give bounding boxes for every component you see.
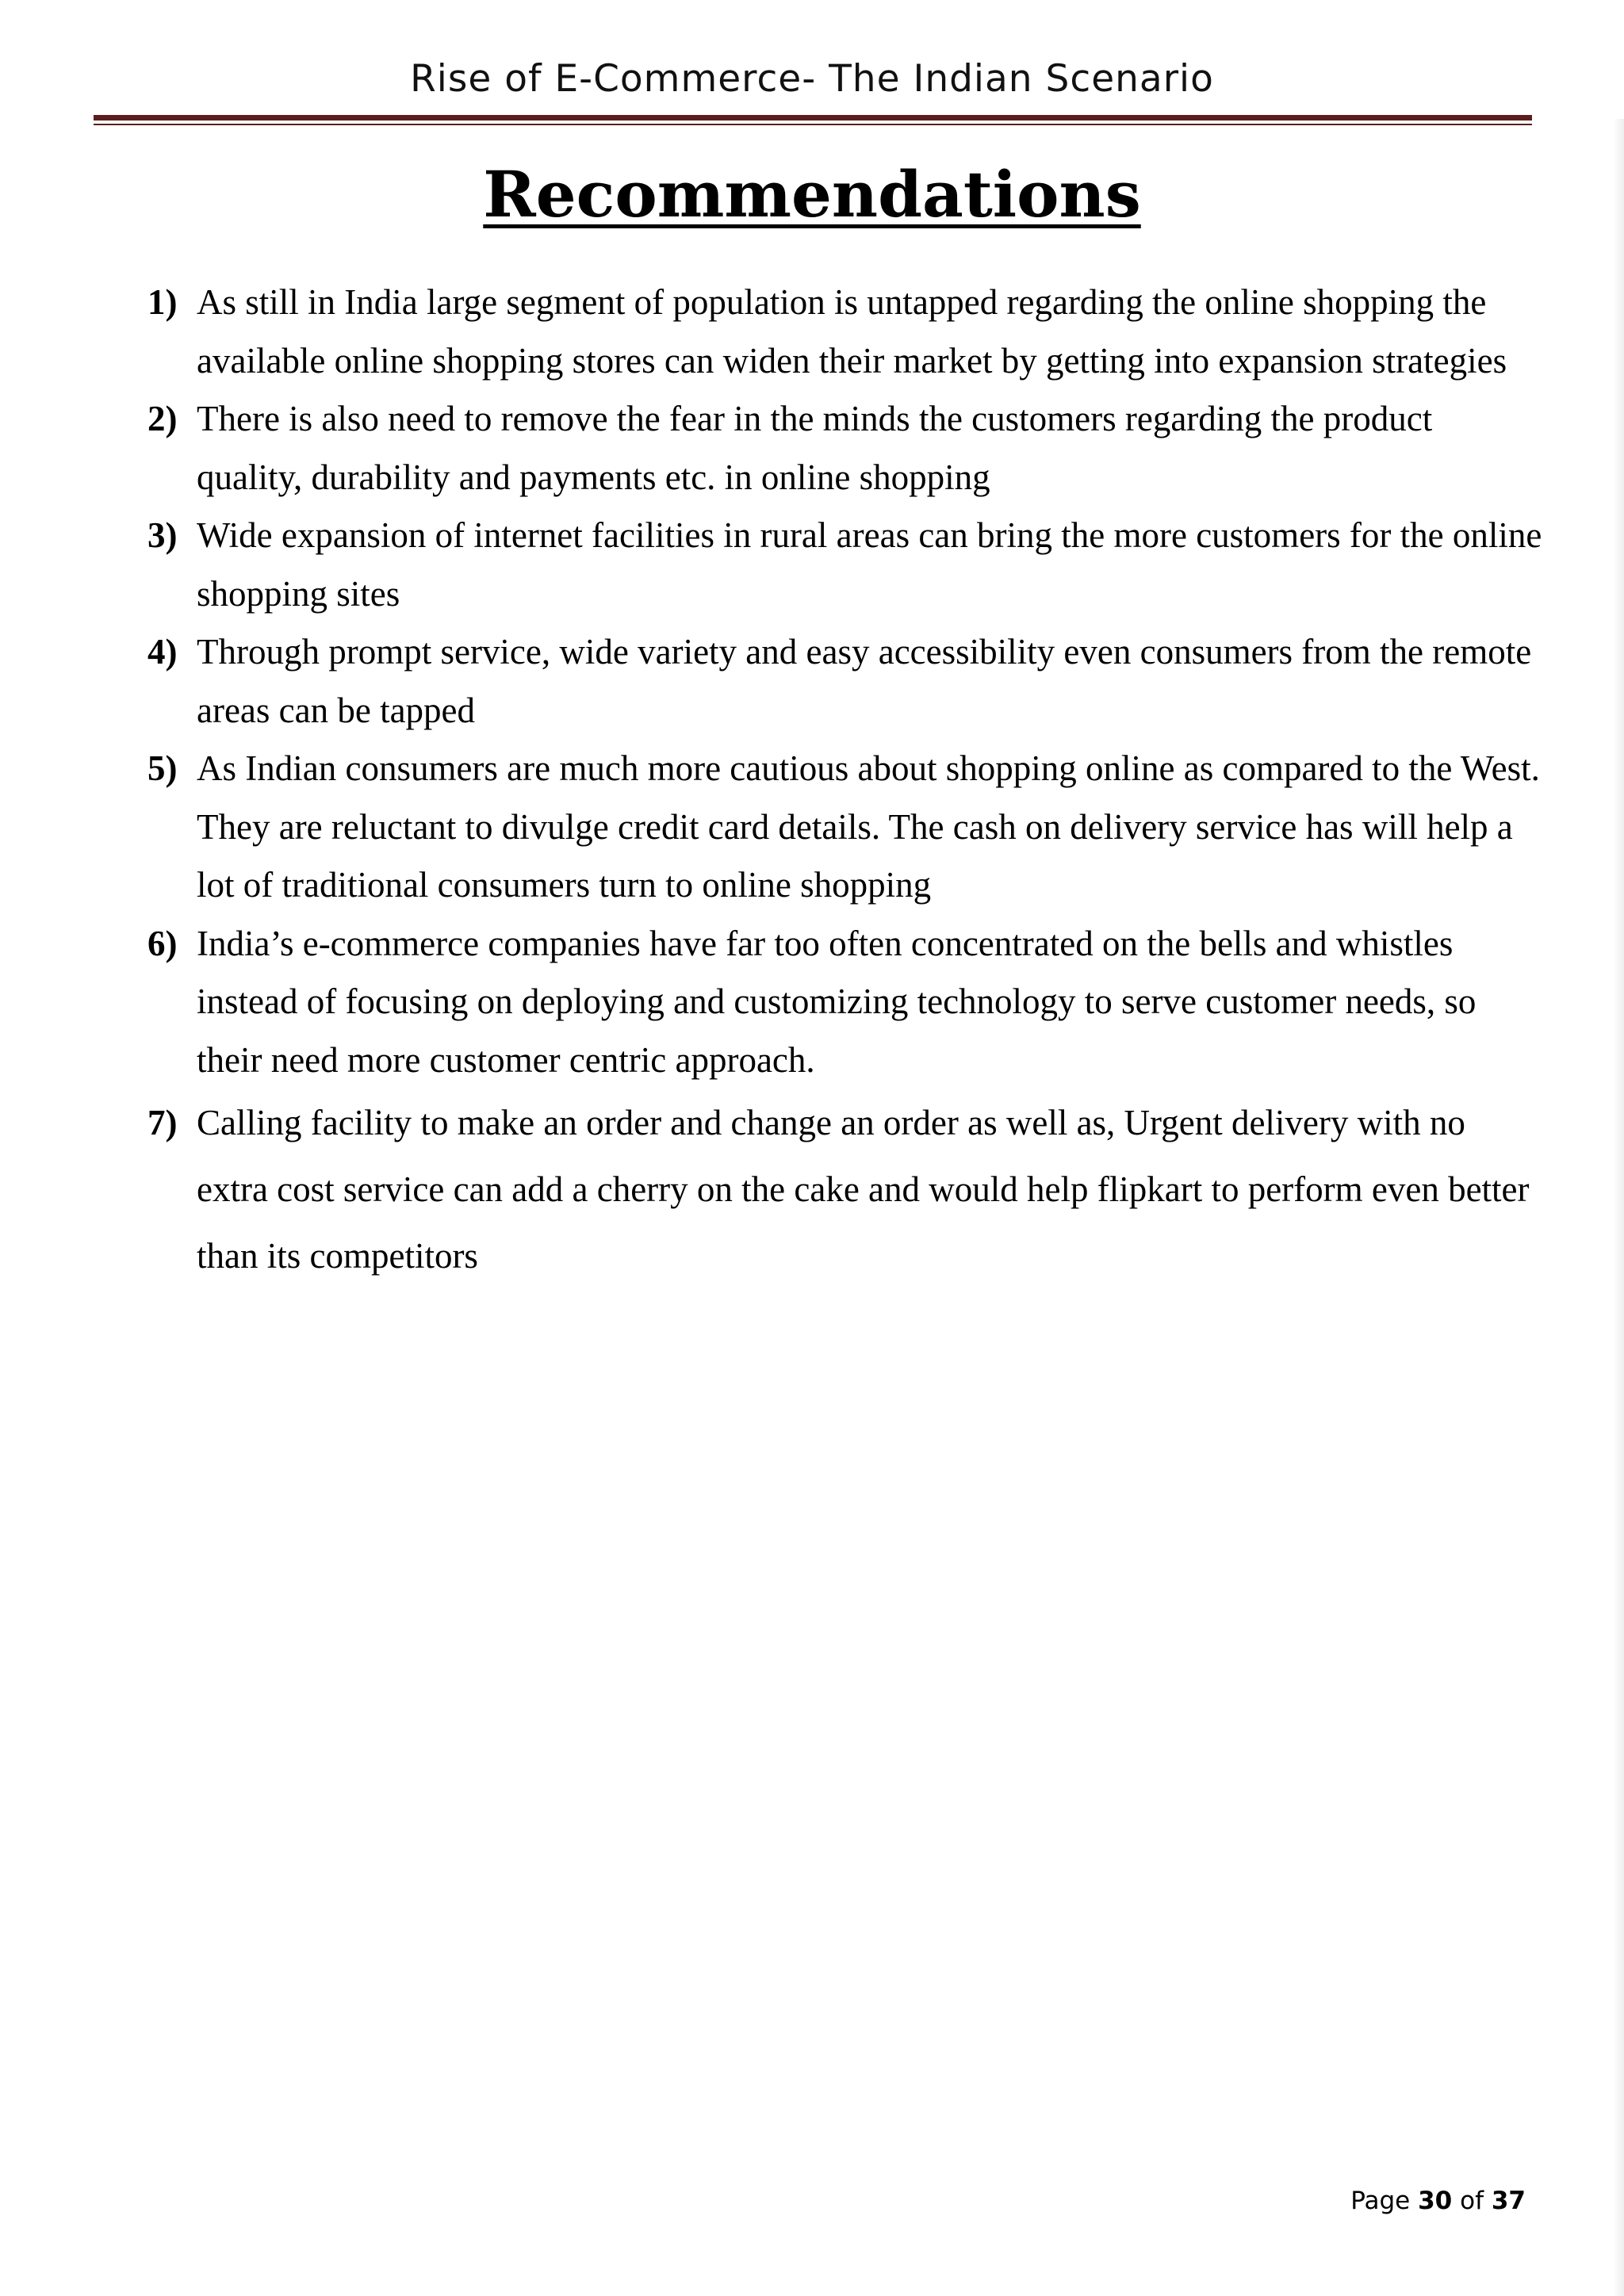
list-item-text: Through prompt service, wide variety and easy accessibility even consumers from the remote areas can be tapped [197, 632, 1532, 730]
list-item [147, 390, 1543, 507]
list-item [147, 623, 1543, 740]
page-number-footer [1350, 2187, 1526, 2215]
running-header: Rise of E-Commerce- The Indian Scenario [410, 57, 1214, 101]
header-rule-thin [94, 124, 1532, 125]
page-of: of [1460, 2187, 1484, 2215]
list-item-number: 2) [147, 399, 178, 438]
list-item [147, 740, 1543, 915]
list-item [147, 507, 1543, 623]
recommendations-list [147, 274, 1543, 1289]
list-item-number: 5) [147, 748, 178, 788]
header-rule-thick [94, 115, 1532, 121]
list-item-number: 3) [147, 515, 178, 555]
page-current: 30 [1418, 2187, 1453, 2215]
list-item-text: There is also need to remove the fear in the minds the customers regarding the product quality, durability and payments etc. in online shopping [197, 399, 1433, 497]
list-item-number: 4) [147, 632, 178, 672]
list-item-text: India’s e-commerce companies have far too often concentrated on the bells and whistles instead of focusing on deploying and customizing technology to serve customer needs, so their need more customer centric approach. [197, 923, 1477, 1080]
list-item-text: Calling facility to make an order and change an order as well as, Urgent delivery with no extra cost service can add a cherry on the cake and would help flipkart to perform even better than its competitors [197, 1103, 1530, 1276]
list-item-number: 7) [147, 1103, 178, 1142]
list-item [147, 1089, 1543, 1289]
page-edge-shadow [1613, 119, 1624, 2296]
list-item [147, 274, 1543, 390]
list-item-text: As Indian consumers are much more cautious about shopping online as compared to the West. They are reluctant to divulge credit card details. The cash on delivery service has will help a lot of traditional consumers turn to online shopping [197, 748, 1540, 905]
list-item [147, 915, 1543, 1090]
page-title: Recommendations [483, 157, 1141, 232]
page-label: Page [1350, 2187, 1411, 2215]
list-item-text: As still in India large segment of population is untapped regarding the online shopping the available online shopping stores can widen their market by getting into expansion strategies [197, 282, 1507, 381]
list-item-number: 6) [147, 923, 178, 963]
list-item-number: 1) [147, 282, 178, 322]
list-item-text: Wide expansion of internet facilities in rural areas can bring the more customers for the online shopping sites [197, 515, 1542, 614]
page-total: 37 [1491, 2187, 1526, 2215]
